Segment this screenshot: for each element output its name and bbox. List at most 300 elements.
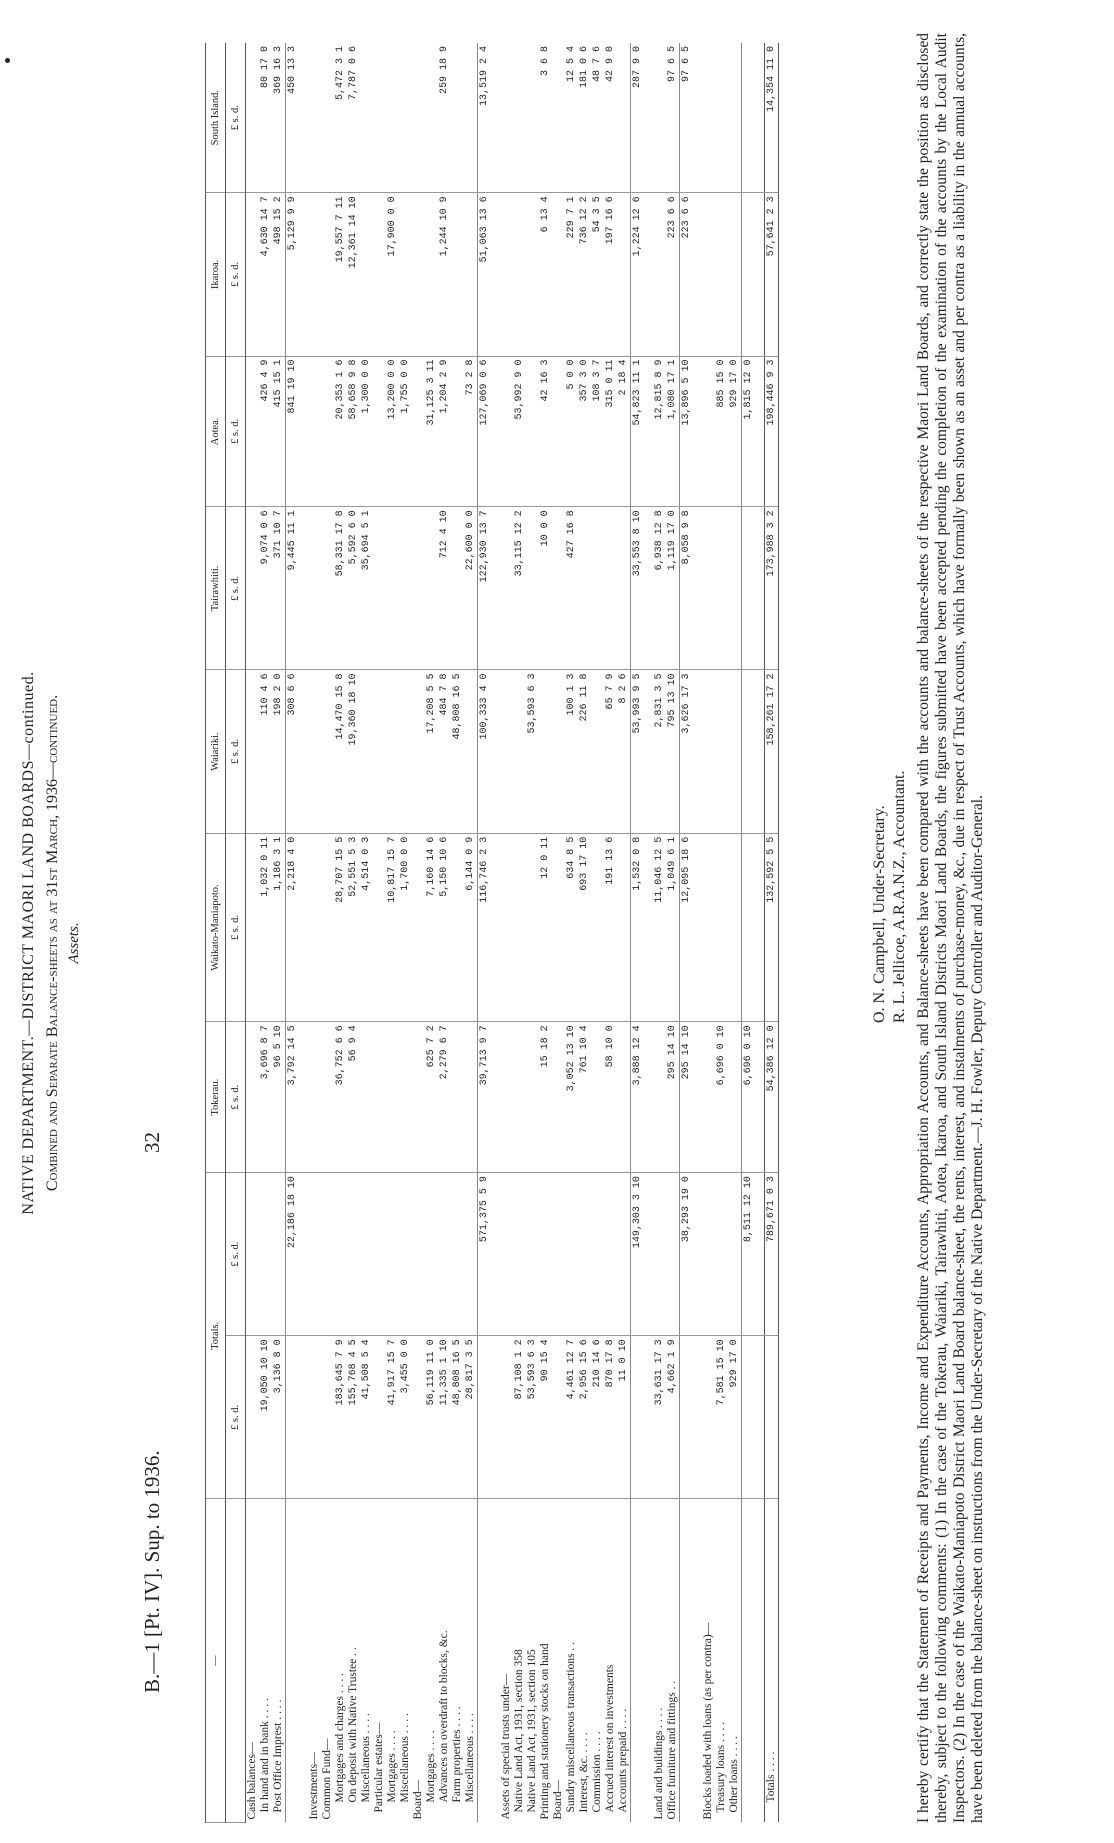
amount-cell bbox=[399, 43, 412, 193]
row-label bbox=[644, 1499, 653, 1823]
amount-cell bbox=[321, 43, 334, 193]
amount-cell bbox=[765, 1336, 779, 1499]
amount-cell bbox=[399, 1173, 412, 1336]
money-unit-blank bbox=[226, 1499, 246, 1823]
row-label: Accrued interest on investments bbox=[604, 1664, 616, 1813]
amount-cell: 155,768 4 5 bbox=[347, 1336, 360, 1499]
amount-cell bbox=[591, 1022, 604, 1173]
table-row bbox=[513, 43, 526, 1823]
amount-cell bbox=[373, 1173, 386, 1336]
amount-cell bbox=[513, 193, 526, 356]
row-label: Particular estates— bbox=[373, 1722, 385, 1813]
report-reference: B.—1 [Pt. IV]. Sup. to 1936. bbox=[140, 1450, 164, 1693]
table-row bbox=[591, 43, 604, 1823]
amount-cell: 116,746 2 3 bbox=[478, 833, 492, 1022]
amount-cell bbox=[360, 43, 373, 193]
row-label: Cash balances— bbox=[246, 1742, 258, 1820]
amount-cell bbox=[272, 1173, 286, 1336]
amount-cell: 7,581 15 10 bbox=[715, 1336, 728, 1499]
row-label bbox=[286, 1499, 300, 1823]
title-block bbox=[20, 133, 83, 1753]
amount-cell bbox=[451, 507, 464, 670]
amount-cell: 181 0 6 bbox=[578, 43, 591, 193]
amount-cell bbox=[693, 193, 702, 356]
money-unit-label: £ s. d. bbox=[226, 670, 246, 833]
amount-cell bbox=[644, 43, 653, 193]
amount-cell: 17,208 5 5 bbox=[425, 670, 438, 833]
amount-cell bbox=[399, 1022, 412, 1173]
amount-cell bbox=[360, 1173, 373, 1336]
column-header-row bbox=[206, 43, 226, 1823]
amount-cell: 6,696 0 10 bbox=[715, 1022, 728, 1173]
table-row bbox=[631, 43, 645, 1823]
amount-cell bbox=[552, 670, 565, 833]
amount-cell bbox=[500, 1022, 513, 1173]
amount-cell bbox=[308, 507, 321, 670]
amount-cell: 100 1 3 bbox=[565, 670, 578, 833]
amount-cell bbox=[552, 507, 565, 670]
amount-cell: 3,052 13 10 bbox=[565, 1022, 578, 1173]
amount-cell: 795 13 10 bbox=[666, 670, 680, 833]
row-label: Miscellaneous . . . . bbox=[464, 1713, 476, 1803]
amount-cell: 127,069 0 6 bbox=[478, 356, 492, 507]
amount-cell bbox=[308, 1022, 321, 1173]
amount-cell: 9,445 11 1 bbox=[286, 507, 300, 670]
amount-cell: 19,557 7 11 bbox=[334, 193, 347, 356]
amount-cell: 1,186 3 1 bbox=[272, 833, 286, 1022]
amount-cell bbox=[565, 1173, 578, 1336]
amount-cell bbox=[617, 507, 631, 670]
row-label bbox=[299, 1499, 308, 1823]
amount-cell: 53,992 9 0 bbox=[513, 356, 526, 507]
amount-cell: 210 14 6 bbox=[591, 1336, 604, 1499]
audit-certificate: I hereby certify that the Statement of Receipts and Payments, Income and Expenditure Accounts, Appropriation Accounts, and Balance-sheets have been compared with the accounts and balance-sheets of the respective Maori Land Boards, and correctly state the position as disclosed thereby, subject to the following comments: (1) In the case of the Tokerau, Waiariki, Tairawhiti, Aotea, Ikaroa, and South Island Districts Maori Land Boards, the figures submitted have been accepted pending the completion of the examination of the accounts by the Local Audit Inspectors. (2) In the case of the Waikato-Maniapoto District Maori Land Board balance-sheet, the rents, interest, and instalments of purchase-money, &c., due in respect of Trust Accounts, which have formally been shown as an asset and per contra as a liability in the annual accounts, have been deleted from the balance-sheet on instructions from the Under-Secretary of the Native Department.—J. H. Fowler, Deputy Controller and Auditor-General. bbox=[915, 33, 986, 1823]
amount-cell: 761 10 4 bbox=[578, 1022, 591, 1173]
amount-cell bbox=[491, 1173, 500, 1336]
amount-cell: 12 5 4 bbox=[565, 43, 578, 193]
table-row bbox=[347, 43, 360, 1823]
row-label bbox=[478, 1499, 492, 1823]
row-label bbox=[631, 1499, 645, 1823]
amount-cell bbox=[591, 670, 604, 833]
amount-cell: 56,119 11 0 bbox=[425, 1336, 438, 1499]
amount-cell bbox=[631, 1336, 645, 1499]
amount-cell: 42 9 0 bbox=[604, 43, 617, 193]
table-row bbox=[491, 43, 500, 1823]
amount-cell: 54,386 12 0 bbox=[765, 1022, 779, 1173]
row-label: Other loans . . . . bbox=[728, 1736, 740, 1813]
amount-cell: 198,446 9 3 bbox=[765, 356, 779, 507]
amount-cell bbox=[491, 1022, 500, 1173]
amount-cell bbox=[702, 1173, 715, 1336]
amount-cell: 5,592 6 0 bbox=[347, 507, 360, 670]
table-row bbox=[526, 43, 539, 1823]
row-label: Native Land Act, 1931, section 358 bbox=[513, 1649, 525, 1813]
amount-cell: 634 8 5 bbox=[565, 833, 578, 1022]
amount-cell: 9,074 0 6 bbox=[259, 507, 272, 670]
amount-cell bbox=[693, 356, 702, 507]
amount-cell: 149,303 3 10 bbox=[631, 1173, 645, 1336]
amount-cell bbox=[728, 507, 742, 670]
amount-cell: 6,696 0 10 bbox=[742, 1022, 756, 1173]
amount-cell: 1,300 0 0 bbox=[360, 356, 373, 507]
amount-cell bbox=[360, 1022, 373, 1173]
amount-cell bbox=[286, 1336, 300, 1499]
amount-cell bbox=[259, 1173, 272, 1336]
amount-cell: 53,593 6 3 bbox=[526, 670, 539, 833]
amount-cell bbox=[604, 1173, 617, 1336]
amount-cell bbox=[425, 193, 438, 356]
amount-cell bbox=[500, 833, 513, 1022]
department-title: NATIVE DEPARTMENT.—DISTRICT MAORI LAND BOARDS—continued. bbox=[20, 671, 37, 1215]
amount-cell: 41,917 15 7 bbox=[386, 1336, 399, 1499]
amount-cell: 789,671 0 3 bbox=[765, 1173, 779, 1336]
amount-cell bbox=[653, 43, 666, 193]
amount-cell: 4,630 14 7 bbox=[259, 193, 272, 356]
row-label: Mortgages and charges . . . . bbox=[334, 1673, 346, 1803]
amount-cell bbox=[386, 507, 399, 670]
amount-cell bbox=[617, 833, 631, 1022]
amount-cell bbox=[321, 1336, 334, 1499]
amount-cell: 39,713 9 7 bbox=[478, 1022, 492, 1173]
amount-cell: 223 6 6 bbox=[680, 193, 694, 356]
amount-cell bbox=[680, 1336, 694, 1499]
money-unit-label: £ s. d. bbox=[226, 507, 246, 670]
amount-cell bbox=[500, 1173, 513, 1336]
amount-cell: 28,707 15 5 bbox=[334, 833, 347, 1022]
table-row bbox=[715, 43, 728, 1823]
signature-under-secretary: O. N. Campbell, Under-Secretary. bbox=[871, 805, 888, 1023]
amount-cell bbox=[246, 43, 260, 193]
amount-cell bbox=[742, 507, 756, 670]
row-label: Office furniture and fittings . . bbox=[666, 1680, 678, 1820]
money-unit-label: £ s. d. bbox=[226, 833, 246, 1022]
amount-cell bbox=[715, 507, 728, 670]
amount-cell: 3,136 8 0 bbox=[272, 1336, 286, 1499]
amount-cell bbox=[246, 833, 260, 1022]
amount-cell bbox=[617, 1022, 631, 1173]
table-row bbox=[478, 43, 492, 1823]
amount-cell bbox=[644, 193, 653, 356]
amount-cell: 5,129 9 9 bbox=[286, 193, 300, 356]
amount-cell: 183,645 7 9 bbox=[334, 1336, 347, 1499]
amount-cell bbox=[308, 1173, 321, 1336]
amount-cell: 11 0 10 bbox=[617, 1336, 631, 1499]
amount-cell: 259 18 9 bbox=[438, 43, 451, 193]
amount-cell: 1,755 0 0 bbox=[399, 356, 412, 507]
table-row bbox=[666, 43, 680, 1823]
amount-cell bbox=[715, 1173, 728, 1336]
amount-cell bbox=[299, 670, 308, 833]
amount-cell bbox=[702, 193, 715, 356]
amount-cell bbox=[693, 670, 702, 833]
amount-cell: 2,279 6 7 bbox=[438, 1022, 451, 1173]
amount-cell bbox=[299, 1022, 308, 1173]
column-header: Waiariki. bbox=[206, 670, 226, 833]
amount-cell bbox=[308, 670, 321, 833]
amount-cell bbox=[412, 43, 425, 193]
table-row bbox=[500, 43, 513, 1823]
row-label: Commission . . . . bbox=[591, 1731, 603, 1813]
amount-cell bbox=[299, 193, 308, 356]
amount-cell bbox=[386, 1173, 399, 1336]
money-unit-label: £ s. d. bbox=[226, 1173, 246, 1336]
amount-cell: 51,063 13 6 bbox=[478, 193, 492, 356]
amount-cell: 11,046 12 5 bbox=[653, 833, 666, 1022]
table-row bbox=[451, 43, 464, 1823]
amount-cell bbox=[451, 43, 464, 193]
amount-cell: 6 13 4 bbox=[539, 193, 552, 356]
table-row bbox=[617, 43, 631, 1823]
amount-cell: 5,150 10 6 bbox=[438, 833, 451, 1022]
amount-cell: 52,551 5 3 bbox=[347, 833, 360, 1022]
amount-cell bbox=[246, 193, 260, 356]
row-label: Sundry miscellaneous transactions . . bbox=[565, 1641, 577, 1813]
amount-cell: 885 15 0 bbox=[715, 356, 728, 507]
amount-cell: 97 6 5 bbox=[680, 43, 694, 193]
page-number: 32 bbox=[140, 1132, 164, 1153]
table-row bbox=[464, 43, 478, 1823]
amount-cell: 3,696 8 7 bbox=[259, 1022, 272, 1173]
amount-cell: 870 17 8 bbox=[604, 1336, 617, 1499]
amount-cell bbox=[666, 1173, 680, 1336]
amount-cell: 58 10 0 bbox=[604, 1022, 617, 1173]
column-header: Aotea. bbox=[206, 356, 226, 507]
amount-cell: 712 4 10 bbox=[438, 507, 451, 670]
table-row bbox=[373, 43, 386, 1823]
signature-block bbox=[870, 771, 910, 1023]
amount-cell: 22,186 18 10 bbox=[286, 1173, 300, 1336]
table-row bbox=[399, 43, 412, 1823]
amount-cell bbox=[526, 1173, 539, 1336]
amount-cell: 287 9 0 bbox=[631, 43, 645, 193]
amount-cell: 6,938 12 8 bbox=[653, 507, 666, 670]
amount-cell bbox=[464, 1173, 478, 1336]
amount-cell bbox=[451, 1022, 464, 1173]
balance-sheet-table bbox=[205, 43, 779, 1823]
amount-cell bbox=[246, 1336, 260, 1499]
amount-cell: 12,095 18 6 bbox=[680, 833, 694, 1022]
amount-cell bbox=[702, 1022, 715, 1173]
amount-cell bbox=[373, 193, 386, 356]
amount-cell bbox=[246, 356, 260, 507]
amount-cell bbox=[755, 1173, 765, 1336]
amount-cell bbox=[702, 356, 715, 507]
amount-cell bbox=[500, 43, 513, 193]
row-label: Printing and stationery stocks on hand bbox=[539, 1643, 551, 1820]
amount-cell: 693 17 10 bbox=[578, 833, 591, 1022]
amount-cell: 12 0 11 bbox=[539, 833, 552, 1022]
amount-cell: 22,600 0 0 bbox=[464, 507, 478, 670]
amount-cell bbox=[526, 356, 539, 507]
money-unit-label: £ s. d. bbox=[226, 193, 246, 356]
amount-cell bbox=[644, 833, 653, 1022]
amount-cell bbox=[412, 1173, 425, 1336]
row-label: Miscellaneous . . . . bbox=[399, 1713, 411, 1803]
table-row bbox=[755, 43, 765, 1823]
row-label: Common Fund— bbox=[321, 1738, 333, 1820]
amount-cell bbox=[513, 1173, 526, 1336]
amount-cell: 3,455 0 0 bbox=[399, 1336, 412, 1499]
amount-cell bbox=[728, 193, 742, 356]
amount-cell bbox=[491, 193, 500, 356]
amount-cell: 42 16 3 bbox=[539, 356, 552, 507]
amount-cell bbox=[539, 1173, 552, 1336]
amount-cell: 426 4 9 bbox=[259, 356, 272, 507]
amount-cell bbox=[644, 1336, 653, 1499]
amount-cell: 371 10 7 bbox=[272, 507, 286, 670]
amount-cell: 65 7 9 bbox=[604, 670, 617, 833]
amount-cell: 1,080 17 1 bbox=[666, 356, 680, 507]
row-label bbox=[742, 1499, 756, 1823]
amount-cell bbox=[513, 43, 526, 193]
row-label: On deposit with Native Trustee . . bbox=[347, 1647, 359, 1803]
amount-cell bbox=[526, 193, 539, 356]
table-row bbox=[653, 43, 666, 1823]
row-label: Accounts prepaid . . . . bbox=[617, 1708, 629, 1813]
amount-cell bbox=[552, 833, 565, 1022]
amount-cell: 929 17 0 bbox=[728, 356, 742, 507]
amount-cell bbox=[513, 833, 526, 1022]
amount-cell bbox=[552, 43, 565, 193]
amount-cell: 1,244 10 9 bbox=[438, 193, 451, 356]
amount-cell bbox=[500, 507, 513, 670]
amount-cell bbox=[755, 356, 765, 507]
amount-cell bbox=[412, 1336, 425, 1499]
amount-cell bbox=[742, 43, 756, 193]
amount-cell: 4,461 12 7 bbox=[565, 1336, 578, 1499]
amount-cell: 35,694 5 1 bbox=[360, 507, 373, 670]
amount-cell bbox=[347, 1173, 360, 1336]
amount-cell bbox=[334, 1173, 347, 1336]
amount-cell: 12,815 8 9 bbox=[653, 356, 666, 507]
amount-cell bbox=[373, 356, 386, 507]
amount-cell bbox=[373, 1022, 386, 1173]
amount-cell: 5 0 0 bbox=[565, 356, 578, 507]
amount-cell bbox=[464, 1022, 478, 1173]
amount-cell bbox=[755, 43, 765, 193]
amount-cell bbox=[321, 193, 334, 356]
table-row bbox=[765, 43, 779, 1823]
signature-accountant: R. L. Jellicoe, A.R.A.N.Z., Accountant. bbox=[891, 770, 908, 1023]
amount-cell bbox=[755, 507, 765, 670]
amount-cell: 198 2 0 bbox=[272, 670, 286, 833]
amount-cell: 1,532 0 8 bbox=[631, 833, 645, 1022]
amount-cell bbox=[464, 43, 478, 193]
amount-cell: 8 2 6 bbox=[617, 670, 631, 833]
amount-cell: 33,631 17 3 bbox=[653, 1336, 666, 1499]
amount-cell bbox=[491, 1336, 500, 1499]
row-label: Board— bbox=[412, 1779, 424, 1820]
column-header: Tairawhiti. bbox=[206, 507, 226, 670]
money-unit-row bbox=[226, 43, 246, 1823]
column-header: — bbox=[206, 1499, 226, 1823]
amount-cell: 1,119 17 0 bbox=[666, 507, 680, 670]
amount-cell: 7,787 0 6 bbox=[347, 43, 360, 193]
amount-cell bbox=[321, 356, 334, 507]
row-label bbox=[693, 1499, 702, 1823]
amount-cell: 625 7 2 bbox=[425, 1022, 438, 1173]
amount-cell bbox=[552, 193, 565, 356]
amount-cell bbox=[728, 833, 742, 1022]
amount-cell bbox=[500, 356, 513, 507]
amount-cell bbox=[321, 1173, 334, 1336]
amount-cell: 173,988 3 2 bbox=[765, 507, 779, 670]
amount-cell bbox=[464, 193, 478, 356]
amount-cell: 100,333 4 0 bbox=[478, 670, 492, 833]
amount-cell bbox=[451, 1173, 464, 1336]
amount-cell: 11,335 1 10 bbox=[438, 1336, 451, 1499]
amount-cell bbox=[755, 193, 765, 356]
table-row bbox=[552, 43, 565, 1823]
amount-cell: 13,519 2 4 bbox=[478, 43, 492, 193]
amount-cell bbox=[742, 193, 756, 356]
amount-cell bbox=[308, 833, 321, 1022]
amount-cell bbox=[539, 670, 552, 833]
amount-cell bbox=[399, 507, 412, 670]
amount-cell bbox=[451, 193, 464, 356]
amount-cell: 48,808 16 5 bbox=[451, 1336, 464, 1499]
row-label bbox=[680, 1499, 694, 1823]
money-unit-label: £ s. d. bbox=[226, 1336, 246, 1499]
amount-cell bbox=[321, 833, 334, 1022]
amount-cell bbox=[513, 1022, 526, 1173]
amount-cell bbox=[693, 1336, 702, 1499]
amount-cell: 357 3 0 bbox=[578, 356, 591, 507]
table-row bbox=[742, 43, 756, 1823]
amount-cell bbox=[308, 1336, 321, 1499]
amount-cell bbox=[513, 670, 526, 833]
amount-cell bbox=[308, 193, 321, 356]
amount-cell bbox=[728, 1173, 742, 1336]
amount-cell: 90 15 4 bbox=[539, 1336, 552, 1499]
amount-cell: 3,792 14 5 bbox=[286, 1022, 300, 1173]
amount-cell: 5,472 3 1 bbox=[334, 43, 347, 193]
balance-sheet-body bbox=[246, 43, 779, 1823]
amount-cell bbox=[644, 1173, 653, 1336]
amount-cell: 17,900 0 0 bbox=[386, 193, 399, 356]
row-label: Farm properties . . . . bbox=[451, 1706, 463, 1803]
amount-cell bbox=[702, 670, 715, 833]
amount-cell: 58,331 17 8 bbox=[334, 507, 347, 670]
amount-cell: 498 15 2 bbox=[272, 193, 286, 356]
amount-cell bbox=[451, 356, 464, 507]
amount-cell bbox=[399, 670, 412, 833]
amount-cell bbox=[500, 1336, 513, 1499]
amount-cell bbox=[412, 356, 425, 507]
amount-cell: 54 3 5 bbox=[591, 193, 604, 356]
row-label: Totals . . . . bbox=[765, 1499, 779, 1823]
amount-cell bbox=[604, 507, 617, 670]
amount-cell bbox=[526, 833, 539, 1022]
amount-cell: 158,261 17 2 bbox=[765, 670, 779, 833]
amount-cell bbox=[644, 1022, 653, 1173]
amount-cell: 450 13 3 bbox=[286, 43, 300, 193]
amount-cell bbox=[491, 507, 500, 670]
amount-cell bbox=[321, 1022, 334, 1173]
amount-cell bbox=[755, 1022, 765, 1173]
money-unit-label: £ s. d. bbox=[226, 356, 246, 507]
amount-cell bbox=[373, 507, 386, 670]
row-label: Mortgages . . . . bbox=[386, 1730, 398, 1803]
amount-cell bbox=[360, 193, 373, 356]
amount-cell bbox=[715, 833, 728, 1022]
amount-cell bbox=[715, 193, 728, 356]
amount-cell: 28,817 3 5 bbox=[464, 1336, 478, 1499]
amount-cell bbox=[491, 43, 500, 193]
amount-cell: 2,956 15 6 bbox=[578, 1336, 591, 1499]
table-row bbox=[272, 43, 286, 1823]
